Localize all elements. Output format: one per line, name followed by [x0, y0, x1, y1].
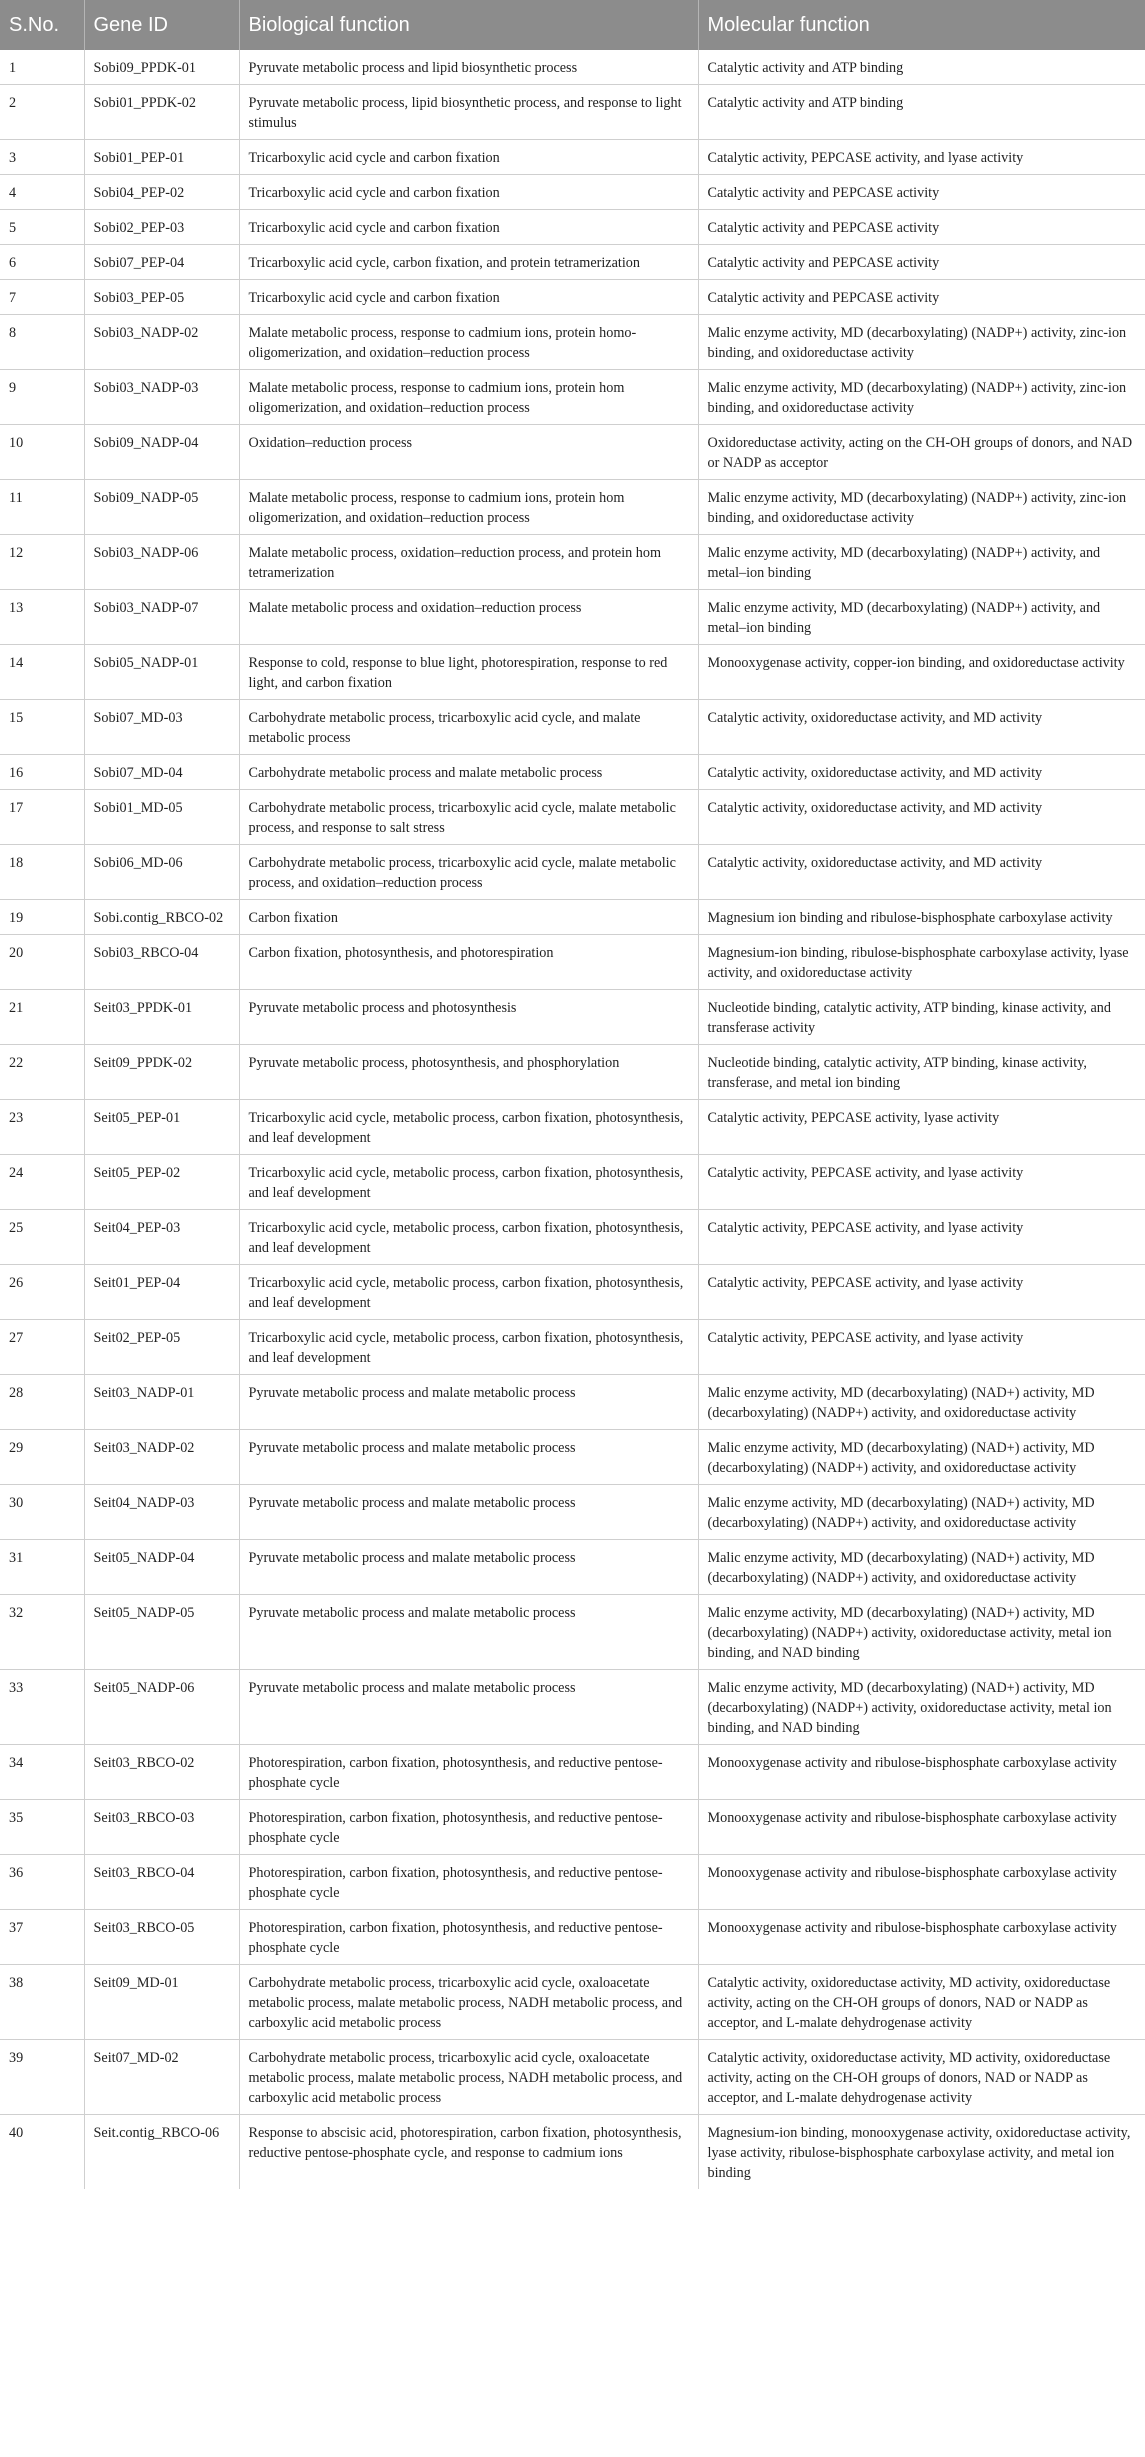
- cell-sno: 33: [0, 1670, 84, 1745]
- cell-gene-id: Seit02_PEP-05: [84, 1320, 239, 1375]
- cell-gene-id: Seit03_RBCO-04: [84, 1855, 239, 1910]
- cell-sno: 26: [0, 1265, 84, 1320]
- cell-molecular-function: Catalytic activity and PEPCASE activity: [698, 245, 1145, 280]
- cell-biological-function: Pyruvate metabolic process and malate metabolic process: [239, 1375, 698, 1430]
- cell-molecular-function: Catalytic activity and PEPCASE activity: [698, 210, 1145, 245]
- cell-molecular-function: Catalytic activity, PEPCASE activity, and lyase activity: [698, 1155, 1145, 1210]
- cell-gene-id: Seit03_NADP-02: [84, 1430, 239, 1485]
- table-row: [0, 590, 1145, 645]
- cell-biological-function: Pyruvate metabolic process, photosynthesis, and phosphorylation: [239, 1045, 698, 1100]
- cell-biological-function: Tricarboxylic acid cycle and carbon fixation: [239, 175, 698, 210]
- cell-biological-function: Tricarboxylic acid cycle and carbon fixation: [239, 280, 698, 315]
- cell-gene-id: Sobi07_PEP-04: [84, 245, 239, 280]
- cell-gene-id: Sobi03_RBCO-04: [84, 935, 239, 990]
- table-row: [0, 755, 1145, 790]
- cell-biological-function: Malate metabolic process, response to cadmium ions, protein homo-oligomerization, and oxidation–reduction process: [239, 315, 698, 370]
- cell-gene-id: Sobi01_PEP-01: [84, 140, 239, 175]
- cell-sno: 28: [0, 1375, 84, 1430]
- cell-gene-id: Sobi03_PEP-05: [84, 280, 239, 315]
- cell-biological-function: Oxidation–reduction process: [239, 425, 698, 480]
- table-row: [0, 1430, 1145, 1485]
- cell-molecular-function: Malic enzyme activity, MD (decarboxylating) (NAD+) activity, MD (decarboxylating) (NADP+) activity, oxidoreductase activity, metal ion binding, and NAD binding: [698, 1670, 1145, 1745]
- table-row: [0, 1745, 1145, 1800]
- cell-biological-function: Tricarboxylic acid cycle and carbon fixation: [239, 140, 698, 175]
- cell-biological-function: Photorespiration, carbon fixation, photosynthesis, and reductive pentose-phosphate cycle: [239, 1910, 698, 1965]
- table-row: [0, 280, 1145, 315]
- cell-molecular-function: Oxidoreductase activity, acting on the CH-OH groups of donors, and NAD or NADP as acceptor: [698, 425, 1145, 480]
- table-row: [0, 480, 1145, 535]
- cell-molecular-function: Monooxygenase activity and ribulose-bisphosphate carboxylase activity: [698, 1855, 1145, 1910]
- table-row: [0, 535, 1145, 590]
- cell-sno: 5: [0, 210, 84, 245]
- cell-biological-function: Response to abscisic acid, photorespiration, carbon fixation, photosynthesis, reductive pentose-phosphate cycle, and response to cadmium ions: [239, 2115, 698, 2190]
- table-row: [0, 1855, 1145, 1910]
- cell-gene-id: Seit03_RBCO-03: [84, 1800, 239, 1855]
- cell-gene-id: Seit03_RBCO-02: [84, 1745, 239, 1800]
- header-gene-id: Gene ID: [84, 0, 239, 50]
- cell-molecular-function: Catalytic activity, oxidoreductase activity, MD activity, oxidoreductase activity, acting on the CH-OH groups of donors, NAD or NADP as acceptor, and L-malate dehydrogenase activity: [698, 1965, 1145, 2040]
- header-biological-function: Biological function: [239, 0, 698, 50]
- cell-sno: 31: [0, 1540, 84, 1595]
- table-row: [0, 370, 1145, 425]
- cell-molecular-function: Magnesium-ion binding, ribulose-bisphosphate carboxylase activity, lyase activity, and oxidoreductase activity: [698, 935, 1145, 990]
- cell-gene-id: Sobi04_PEP-02: [84, 175, 239, 210]
- cell-biological-function: Photorespiration, carbon fixation, photosynthesis, and reductive pentose-phosphate cycle: [239, 1800, 698, 1855]
- table-row: [0, 85, 1145, 140]
- cell-gene-id: Seit03_RBCO-05: [84, 1910, 239, 1965]
- cell-gene-id: Seit04_NADP-03: [84, 1485, 239, 1540]
- cell-biological-function: Response to cold, response to blue light, photorespiration, response to red light, and carbon fixation: [239, 645, 698, 700]
- cell-gene-id: Sobi03_NADP-06: [84, 535, 239, 590]
- cell-molecular-function: Malic enzyme activity, MD (decarboxylating) (NADP+) activity, and metal–ion binding: [698, 590, 1145, 645]
- cell-molecular-function: Malic enzyme activity, MD (decarboxylating) (NAD+) activity, MD (decarboxylating) (NADP+) activity, oxidoreductase activity, metal ion binding, and NAD binding: [698, 1595, 1145, 1670]
- cell-sno: 37: [0, 1910, 84, 1965]
- cell-molecular-function: Malic enzyme activity, MD (decarboxylating) (NADP+) activity, zinc-ion binding, and oxidoreductase activity: [698, 370, 1145, 425]
- table-row: [0, 700, 1145, 755]
- cell-molecular-function: Malic enzyme activity, MD (decarboxylating) (NADP+) activity, and metal–ion binding: [698, 535, 1145, 590]
- cell-gene-id: Sobi09_NADP-05: [84, 480, 239, 535]
- cell-molecular-function: Malic enzyme activity, MD (decarboxylating) (NAD+) activity, MD (decarboxylating) (NADP+) activity, and oxidoreductase activity: [698, 1540, 1145, 1595]
- cell-sno: 15: [0, 700, 84, 755]
- cell-biological-function: Carbohydrate metabolic process, tricarboxylic acid cycle, oxaloacetate metabolic process, malate metabolic process, NADH metabolic process, and carboxylic acid metabolic process: [239, 1965, 698, 2040]
- cell-molecular-function: Catalytic activity, oxidoreductase activity, MD activity, oxidoreductase activity, acting on the CH-OH groups of donors, NAD or NADP as acceptor, and L-malate dehydrogenase activity: [698, 2040, 1145, 2115]
- header-sno: S.No.: [0, 0, 84, 50]
- table-row: [0, 1155, 1145, 1210]
- cell-molecular-function: Magnesium ion binding and ribulose-bisphosphate carboxylase activity: [698, 900, 1145, 935]
- cell-sno: 18: [0, 845, 84, 900]
- cell-gene-id: Seit05_NADP-04: [84, 1540, 239, 1595]
- cell-biological-function: Malate metabolic process, oxidation–reduction process, and protein hom tetramerization: [239, 535, 698, 590]
- cell-sno: 22: [0, 1045, 84, 1100]
- table-row: [0, 175, 1145, 210]
- cell-biological-function: Pyruvate metabolic process and photosynthesis: [239, 990, 698, 1045]
- header-row: [0, 0, 1145, 50]
- cell-gene-id: Sobi07_MD-04: [84, 755, 239, 790]
- cell-molecular-function: Catalytic activity and PEPCASE activity: [698, 175, 1145, 210]
- cell-gene-id: Seit.contig_RBCO-06: [84, 2115, 239, 2190]
- cell-gene-id: Seit05_NADP-05: [84, 1595, 239, 1670]
- cell-molecular-function: Catalytic activity, PEPCASE activity, and lyase activity: [698, 1265, 1145, 1320]
- cell-gene-id: Seit07_MD-02: [84, 2040, 239, 2115]
- table-row: [0, 425, 1145, 480]
- cell-biological-function: Tricarboxylic acid cycle, metabolic process, carbon fixation, photosynthesis, and leaf development: [239, 1210, 698, 1265]
- cell-biological-function: Pyruvate metabolic process and malate metabolic process: [239, 1670, 698, 1745]
- cell-molecular-function: Monooxygenase activity and ribulose-bisphosphate carboxylase activity: [698, 1745, 1145, 1800]
- cell-biological-function: Tricarboxylic acid cycle, metabolic process, carbon fixation, photosynthesis, and leaf development: [239, 1155, 698, 1210]
- cell-molecular-function: Malic enzyme activity, MD (decarboxylating) (NAD+) activity, MD (decarboxylating) (NADP+) activity, and oxidoreductase activity: [698, 1375, 1145, 1430]
- table-body: [0, 50, 1145, 2189]
- cell-biological-function: Carbohydrate metabolic process, tricarboxylic acid cycle, malate metabolic process, and response to salt stress: [239, 790, 698, 845]
- cell-biological-function: Pyruvate metabolic process and malate metabolic process: [239, 1595, 698, 1670]
- cell-sno: 29: [0, 1430, 84, 1485]
- cell-molecular-function: Monooxygenase activity, copper-ion binding, and oxidoreductase activity: [698, 645, 1145, 700]
- cell-gene-id: Seit01_PEP-04: [84, 1265, 239, 1320]
- cell-biological-function: Malate metabolic process and oxidation–reduction process: [239, 590, 698, 645]
- cell-biological-function: Carbon fixation, photosynthesis, and photorespiration: [239, 935, 698, 990]
- cell-sno: 1: [0, 50, 84, 85]
- cell-gene-id: Seit03_NADP-01: [84, 1375, 239, 1430]
- table-row: [0, 2040, 1145, 2115]
- cell-sno: 27: [0, 1320, 84, 1375]
- cell-biological-function: Carbohydrate metabolic process, tricarboxylic acid cycle, oxaloacetate metabolic process, malate metabolic process, NADH metabolic process, and carboxylic acid metabolic process: [239, 2040, 698, 2115]
- cell-molecular-function: Malic enzyme activity, MD (decarboxylating) (NADP+) activity, zinc-ion binding, and oxidoreductase activity: [698, 315, 1145, 370]
- cell-gene-id: Sobi03_NADP-07: [84, 590, 239, 645]
- cell-gene-id: Seit04_PEP-03: [84, 1210, 239, 1265]
- cell-gene-id: Sobi03_NADP-03: [84, 370, 239, 425]
- cell-biological-function: Malate metabolic process, response to cadmium ions, protein hom oligomerization, and oxidation–reduction process: [239, 480, 698, 535]
- cell-biological-function: Photorespiration, carbon fixation, photosynthesis, and reductive pentose-phosphate cycle: [239, 1745, 698, 1800]
- cell-molecular-function: Malic enzyme activity, MD (decarboxylating) (NADP+) activity, zinc-ion binding, and oxidoreductase activity: [698, 480, 1145, 535]
- table-row: [0, 990, 1145, 1045]
- cell-biological-function: Carbohydrate metabolic process, tricarboxylic acid cycle, malate metabolic process, and oxidation–reduction process: [239, 845, 698, 900]
- cell-molecular-function: Malic enzyme activity, MD (decarboxylating) (NAD+) activity, MD (decarboxylating) (NADP+) activity, and oxidoreductase activity: [698, 1485, 1145, 1540]
- cell-sno: 21: [0, 990, 84, 1045]
- cell-gene-id: Sobi.contig_RBCO-02: [84, 900, 239, 935]
- cell-biological-function: Pyruvate metabolic process and lipid biosynthetic process: [239, 50, 698, 85]
- table-row: [0, 1100, 1145, 1155]
- cell-sno: 35: [0, 1800, 84, 1855]
- cell-molecular-function: Catalytic activity, PEPCASE activity, and lyase activity: [698, 1320, 1145, 1375]
- table-row: [0, 1265, 1145, 1320]
- table-row: [0, 1965, 1145, 2040]
- cell-gene-id: Seit09_PPDK-02: [84, 1045, 239, 1100]
- cell-sno: 30: [0, 1485, 84, 1540]
- cell-molecular-function: Catalytic activity and PEPCASE activity: [698, 280, 1145, 315]
- cell-molecular-function: Catalytic activity and ATP binding: [698, 50, 1145, 85]
- table-row: [0, 900, 1145, 935]
- cell-sno: 12: [0, 535, 84, 590]
- cell-gene-id: Seit05_PEP-02: [84, 1155, 239, 1210]
- cell-biological-function: Malate metabolic process, response to cadmium ions, protein hom oligomerization, and oxidation–reduction process: [239, 370, 698, 425]
- table-row: [0, 1595, 1145, 1670]
- cell-sno: 38: [0, 1965, 84, 2040]
- cell-molecular-function: Catalytic activity and ATP binding: [698, 85, 1145, 140]
- table-row: [0, 50, 1145, 85]
- table-row: [0, 1670, 1145, 1745]
- cell-biological-function: Tricarboxylic acid cycle, metabolic process, carbon fixation, photosynthesis, and leaf development: [239, 1100, 698, 1155]
- cell-sno: 3: [0, 140, 84, 175]
- cell-sno: 17: [0, 790, 84, 845]
- cell-biological-function: Pyruvate metabolic process and malate metabolic process: [239, 1430, 698, 1485]
- cell-gene-id: Sobi03_NADP-02: [84, 315, 239, 370]
- cell-sno: 19: [0, 900, 84, 935]
- cell-molecular-function: Catalytic activity, oxidoreductase activity, and MD activity: [698, 845, 1145, 900]
- cell-gene-id: Sobi06_MD-06: [84, 845, 239, 900]
- cell-biological-function: Tricarboxylic acid cycle and carbon fixation: [239, 210, 698, 245]
- cell-sno: 11: [0, 480, 84, 535]
- cell-gene-id: Sobi01_MD-05: [84, 790, 239, 845]
- cell-gene-id: Seit09_MD-01: [84, 1965, 239, 2040]
- table-row: [0, 2115, 1145, 2190]
- cell-sno: 23: [0, 1100, 84, 1155]
- cell-molecular-function: Catalytic activity, oxidoreductase activity, and MD activity: [698, 755, 1145, 790]
- cell-sno: 10: [0, 425, 84, 480]
- table-row: [0, 210, 1145, 245]
- cell-sno: 16: [0, 755, 84, 790]
- cell-molecular-function: Monooxygenase activity and ribulose-bisphosphate carboxylase activity: [698, 1910, 1145, 1965]
- cell-molecular-function: Magnesium-ion binding, monooxygenase activity, oxidoreductase activity, lyase activity, ribulose-bisphosphate carboxylase activity, and metal ion binding: [707, 2125, 1131, 2181]
- cell-gene-id: Sobi07_MD-03: [84, 700, 239, 755]
- cell-sno: 34: [0, 1745, 84, 1800]
- cell-gene-id: Sobi09_PPDK-01: [84, 50, 239, 85]
- cell-molecular-function: Catalytic activity, PEPCASE activity, and lyase activity: [698, 140, 1145, 175]
- cell-sno: 13: [0, 590, 84, 645]
- table-row: [0, 245, 1145, 280]
- cell-biological-function: Pyruvate metabolic process and malate metabolic process: [239, 1540, 698, 1595]
- cell-sno: 14: [0, 645, 84, 700]
- cell-sno: 36: [0, 1855, 84, 1910]
- table-row: [0, 315, 1145, 370]
- cell-biological-function: Photorespiration, carbon fixation, photosynthesis, and reductive pentose-phosphate cycle: [239, 1855, 698, 1910]
- table-row: [0, 1800, 1145, 1855]
- cell-biological-function: Carbon fixation: [239, 900, 698, 935]
- cell-molecular-function: Catalytic activity, PEPCASE activity, lyase activity: [698, 1100, 1145, 1155]
- cell-molecular-function: Nucleotide binding, catalytic activity, ATP binding, kinase activity, and transferase activity: [698, 990, 1145, 1045]
- cell-sno: 8: [0, 315, 84, 370]
- cell-biological-function: Tricarboxylic acid cycle, metabolic process, carbon fixation, photosynthesis, and leaf development: [239, 1265, 698, 1320]
- header-molecular-function: Molecular function: [698, 0, 1145, 50]
- cell-gene-id: Sobi05_NADP-01: [84, 645, 239, 700]
- cell-sno: 40: [0, 2115, 84, 2190]
- cell-sno: 39: [0, 2040, 84, 2115]
- table-row: [0, 1045, 1145, 1100]
- cell-molecular-function: Malic enzyme activity, MD (decarboxylating) (NAD+) activity, MD (decarboxylating) (NADP+) activity, and oxidoreductase activity: [698, 1430, 1145, 1485]
- cell-sno: 7: [0, 280, 84, 315]
- cell-gene-id: Seit03_PPDK-01: [84, 990, 239, 1045]
- cell-molecular-function: Catalytic activity, PEPCASE activity, and lyase activity: [698, 1210, 1145, 1265]
- table-row: [0, 1910, 1145, 1965]
- cell-molecular-function: Monooxygenase activity and ribulose-bisphosphate carboxylase activity: [698, 1800, 1145, 1855]
- cell-sno: 4: [0, 175, 84, 210]
- cell-molecular-function: Catalytic activity, oxidoreductase activity, and MD activity: [698, 700, 1145, 755]
- cell-biological-function: Carbohydrate metabolic process, tricarboxylic acid cycle, and malate metabolic process: [239, 700, 698, 755]
- table-row: [0, 790, 1145, 845]
- table-row: [0, 1485, 1145, 1540]
- table-row: [0, 845, 1145, 900]
- cell-sno: 6: [0, 245, 84, 280]
- cell-gene-id: Sobi01_PPDK-02: [84, 85, 239, 140]
- cell-molecular-function: Nucleotide binding, catalytic activity, ATP binding, kinase activity, transferase, and metal ion binding: [698, 1045, 1145, 1100]
- cell-biological-function: Pyruvate metabolic process, lipid biosynthetic process, and response to light stimulus: [239, 85, 698, 140]
- cell-gene-id: Sobi09_NADP-04: [84, 425, 239, 480]
- cell-gene-id: Sobi02_PEP-03: [84, 210, 239, 245]
- cell-biological-function: Tricarboxylic acid cycle, metabolic process, carbon fixation, photosynthesis, and leaf development: [239, 1320, 698, 1375]
- table-row: [0, 645, 1145, 700]
- cell-sno: 32: [0, 1595, 84, 1670]
- cell-sno: 24: [0, 1155, 84, 1210]
- cell-gene-id: Seit05_PEP-01: [84, 1100, 239, 1155]
- cell-biological-function: Tricarboxylic acid cycle, carbon fixation, and protein tetramerization: [239, 245, 698, 280]
- table-header: [0, 0, 1145, 50]
- cell-sno: 20: [0, 935, 84, 990]
- table-row: [0, 1375, 1145, 1430]
- cell-gene-id: Seit05_NADP-06: [84, 1670, 239, 1745]
- cell-biological-function: Pyruvate metabolic process and malate metabolic process: [239, 1485, 698, 1540]
- table-row: [0, 140, 1145, 175]
- cell-sno: 9: [0, 370, 84, 425]
- cell-sno: 2: [0, 85, 84, 140]
- table-row: [0, 1320, 1145, 1375]
- table-row: [0, 1540, 1145, 1595]
- table-row: [0, 935, 1145, 990]
- cell-biological-function: Carbohydrate metabolic process and malate metabolic process: [239, 755, 698, 790]
- cell-molecular-function: Catalytic activity, oxidoreductase activity, and MD activity: [698, 790, 1145, 845]
- table-row: [0, 1210, 1145, 1265]
- cell-sno: 25: [0, 1210, 84, 1265]
